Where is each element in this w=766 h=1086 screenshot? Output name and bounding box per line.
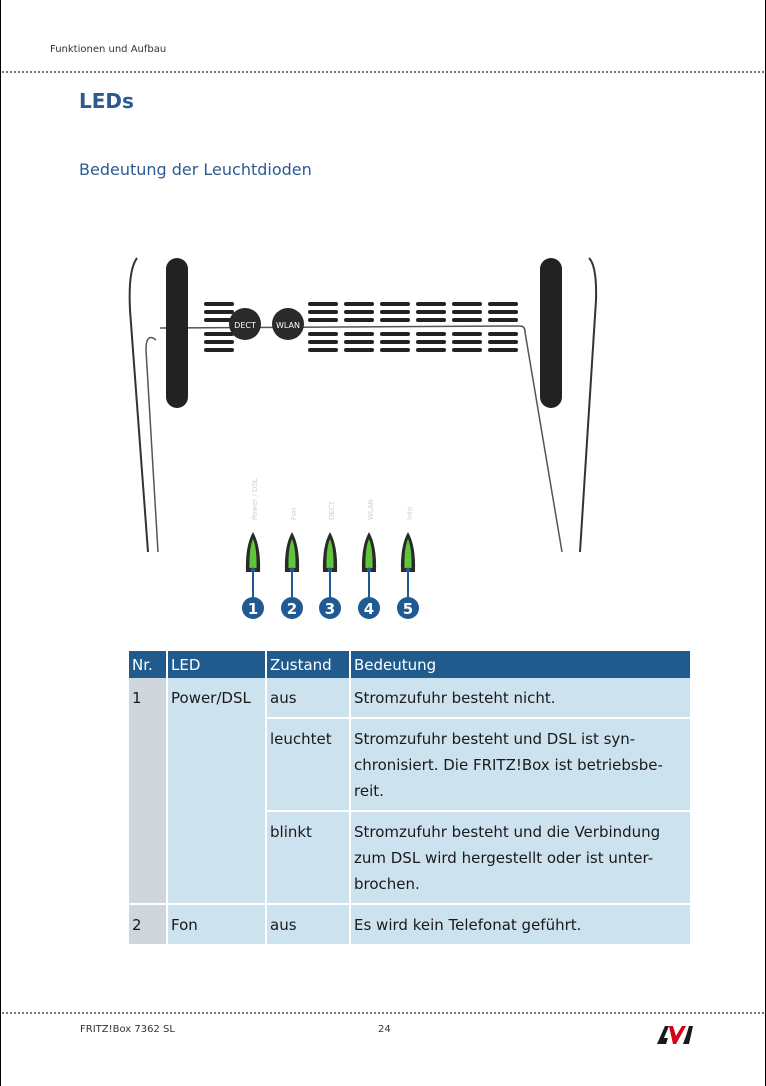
vent-slot <box>204 332 234 336</box>
vent-slot <box>488 332 518 336</box>
led-label: Info <box>406 506 414 520</box>
cell-zustand: blinkt <box>267 812 351 905</box>
vent-slot <box>344 310 374 314</box>
vent-slot <box>452 318 482 322</box>
vent-slot <box>452 302 482 306</box>
table-row <box>129 905 690 946</box>
cell-nr: 2 <box>129 905 168 946</box>
vent-slot <box>380 332 410 336</box>
vent-slot <box>416 318 446 322</box>
vent-slot <box>416 348 446 352</box>
led-label: DECT <box>328 501 336 520</box>
callout-dot <box>367 568 372 573</box>
bedeutung-line: Stromzufuhr besteht und die Verbindung <box>354 823 661 841</box>
vent-slot <box>308 318 338 322</box>
cell-zustand: leuchtet <box>267 719 351 812</box>
vent-slot <box>488 318 518 322</box>
vent-slot <box>380 340 410 344</box>
led-5 <box>397 507 419 619</box>
vent-slot <box>308 340 338 344</box>
wlan-button-label: WLAN <box>275 321 301 330</box>
grip-right <box>540 258 562 408</box>
vent-slot <box>380 302 410 306</box>
led-1 <box>242 478 264 619</box>
callout-number: 2 <box>286 600 298 618</box>
cell-zustand: aus <box>267 905 351 946</box>
vent-slot <box>488 310 518 314</box>
cell-zustand: aus <box>267 678 351 719</box>
dect-button-label: DECT <box>234 321 256 330</box>
cell-led: Fon <box>168 905 267 946</box>
vent-slot <box>308 348 338 352</box>
header-divider <box>2 71 764 73</box>
vent-slot <box>380 348 410 352</box>
vent-slot <box>416 332 446 336</box>
callout-number: 4 <box>363 600 375 618</box>
footer-product: FRITZ!Box 7362 SL <box>80 1024 175 1035</box>
header-bedeutung: Bedeutung <box>351 651 690 678</box>
vent-slot <box>308 310 338 314</box>
vent-slot <box>488 340 518 344</box>
callout-number: 5 <box>402 600 414 618</box>
callout-dot <box>290 568 295 573</box>
table-row <box>129 678 690 719</box>
header-nr: Nr. <box>129 651 168 678</box>
vent-slot <box>204 310 234 314</box>
callout-dot <box>328 568 333 573</box>
led-2 <box>281 508 303 620</box>
running-header: Funktionen und Aufbau <box>50 44 167 55</box>
vent-slot <box>452 348 482 352</box>
cell-bedeutung <box>351 719 690 812</box>
cell-nr: 1 <box>129 678 168 905</box>
vent-slot <box>416 310 446 314</box>
grip-left <box>166 258 188 408</box>
led-label: Fon <box>290 507 298 520</box>
vent-slot <box>308 332 338 336</box>
cell-led: Power/DSL <box>168 678 267 905</box>
vent-slot <box>380 310 410 314</box>
vent-slot <box>344 348 374 352</box>
section-title: LEDs <box>79 89 134 113</box>
avm-logo <box>655 1022 695 1046</box>
callout-number: 1 <box>247 600 259 618</box>
header-zustand: Zustand <box>267 651 351 678</box>
vent-slot <box>204 348 234 352</box>
led-3 <box>319 500 341 619</box>
cell-bedeutung <box>351 905 690 946</box>
page-number: 24 <box>378 1024 391 1035</box>
vent-slot <box>344 332 374 336</box>
vent-slot <box>452 332 482 336</box>
footer-divider <box>2 1012 764 1014</box>
vent-slot <box>380 318 410 322</box>
cell-bedeutung <box>351 678 690 719</box>
vent-slot <box>308 302 338 306</box>
bedeutung-line: brochen. <box>354 875 420 893</box>
vent-slot <box>344 318 374 322</box>
device-led-illustration <box>100 240 660 630</box>
bedeutung-line: Stromzufuhr besteht nicht. <box>354 689 556 707</box>
cell-bedeutung <box>351 812 690 905</box>
vent-slot <box>204 302 234 306</box>
vent-slot <box>416 340 446 344</box>
device-outline-left <box>130 258 148 552</box>
bedeutung-line: zum DSL wird hergestellt oder ist unter- <box>354 849 654 867</box>
vent-slot <box>488 348 518 352</box>
vent-slot <box>452 310 482 314</box>
header-led: LED <box>168 651 267 678</box>
page-edge-left <box>0 0 1 1086</box>
device-outline-right <box>580 258 596 552</box>
led-table <box>129 651 690 946</box>
section-subtitle: Bedeutung der Leuchtdioden <box>79 160 312 179</box>
bedeutung-line: reit. <box>354 782 384 800</box>
callout-dot <box>251 568 256 573</box>
bedeutung-line: Es wird kein Telefonat geführt. <box>354 916 582 934</box>
led-label: WLAN <box>367 498 375 520</box>
callout-dot <box>406 568 411 573</box>
vent-slot <box>344 340 374 344</box>
led-4 <box>358 499 380 619</box>
bedeutung-line: chronisiert. Die FRITZ!Box ist betriebsbe- <box>354 756 663 774</box>
vent-slot <box>452 340 482 344</box>
callout-number: 3 <box>324 600 336 618</box>
vent-slot <box>344 302 374 306</box>
led-label: Power / DSL <box>251 478 259 520</box>
vent-slot <box>488 302 518 306</box>
bedeutung-line: Stromzufuhr besteht und DSL ist syn- <box>354 730 636 748</box>
table-header-row <box>129 651 690 678</box>
vent-slot <box>204 340 234 344</box>
vent-slot <box>416 302 446 306</box>
